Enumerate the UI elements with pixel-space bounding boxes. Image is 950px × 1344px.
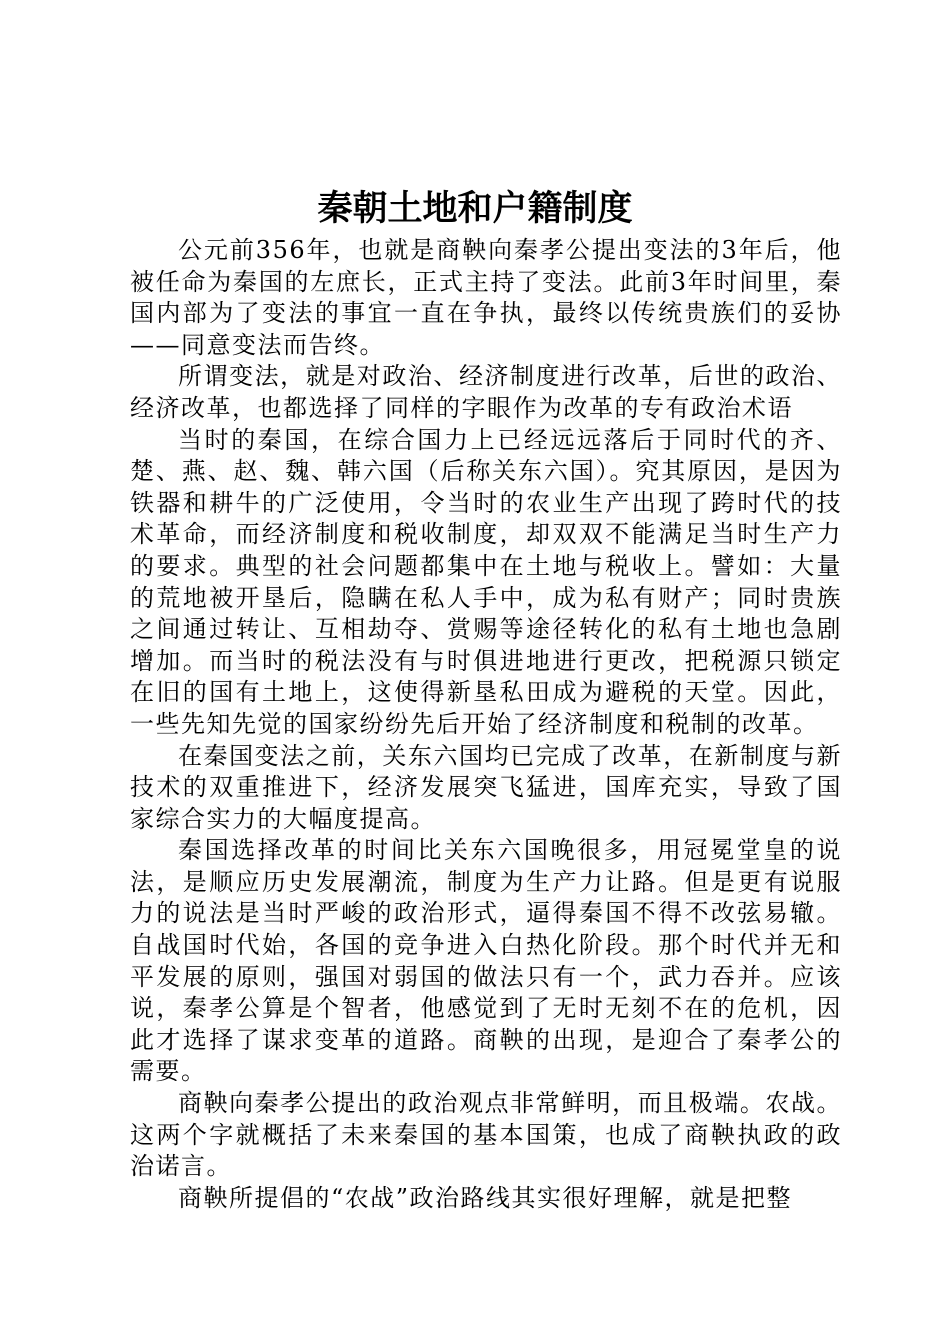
document-body — [130, 235, 842, 1214]
paragraph: 商鞅向秦孝公提出的政治观点非常鲜明，而且极端。农战。这两个字就概括了未来秦国的基本国策，也成了商鞅执政的政治诺言。 — [130, 1089, 842, 1181]
paragraph: 秦国选择改革的时间比关东六国晚很多，用冠冕堂皇的说法，是顺应历史发展潮流，制度为生产力让路。但是更有说服力的说法是当时严峻的政治形式，逼得秦国不得不改弦易辙。自战国时代始，各国的竞争进入白热化阶段。那个时代并无和平发展的原则，强国对弱国的做法只有一个，武力吞并。应该说，秦孝公算是个智者，他感觉到了无时无刻不在的危机，因此才选择了谋求变革的道路。商鞅的出现，是迎合了秦孝公的需要。 — [130, 836, 842, 1086]
paragraph: 在秦国变法之前，关东六国均已完成了改革，在新制度与新技术的双重推进下，经济发展突飞猛进，国库充实，导致了国家综合实力的大幅度提高。 — [130, 741, 842, 833]
paragraph: 公元前356年，也就是商鞅向秦孝公提出变法的3年后，他被任命为秦国的左庶长，正式主持了变法。此前3年时间里，秦国内部为了变法的事宜一直在争执，最终以传统贵族们的妥协——同意变法而告终。 — [130, 236, 842, 359]
paragraph: 商鞅所提倡的“农战”政治路线其实很好理解，就是把整 — [178, 1183, 793, 1212]
paragraph: 所谓变法，就是对政治、经济制度进行改革，后世的政治、经济改革，也都选择了同样的字眼作为改革的专有政治术语 — [130, 362, 842, 422]
paragraph: 当时的秦国，在综合国力上已经远远落后于同时代的齐、楚、燕、赵、魏、韩六国（后称关东六国）。究其原因，是因为铁器和耕牛的广泛使用，令当时的农业生产出现了跨时代的技术革命，而经济制度和税收制度，却双双不能满足当时生产力的要求。典型的社会问题都集中在土地与税收上。譬如：大量的荒地被开垦后，隐瞒在私人手中，成为私有财产；同时贵族之间通过转让、互相劫夺、赏赐等途径转化的私有土地也急剧增加。而当时的税法没有与时俱进地进行更改，把税源只锁定在旧的国有土地上，这使得新垦私田成为避税的天堂。因此，一些先知先觉的国家纷纷先后开始了经济制度和税制的改革。 — [130, 425, 842, 738]
document-title: 秦朝土地和户籍制度 — [317, 188, 633, 229]
